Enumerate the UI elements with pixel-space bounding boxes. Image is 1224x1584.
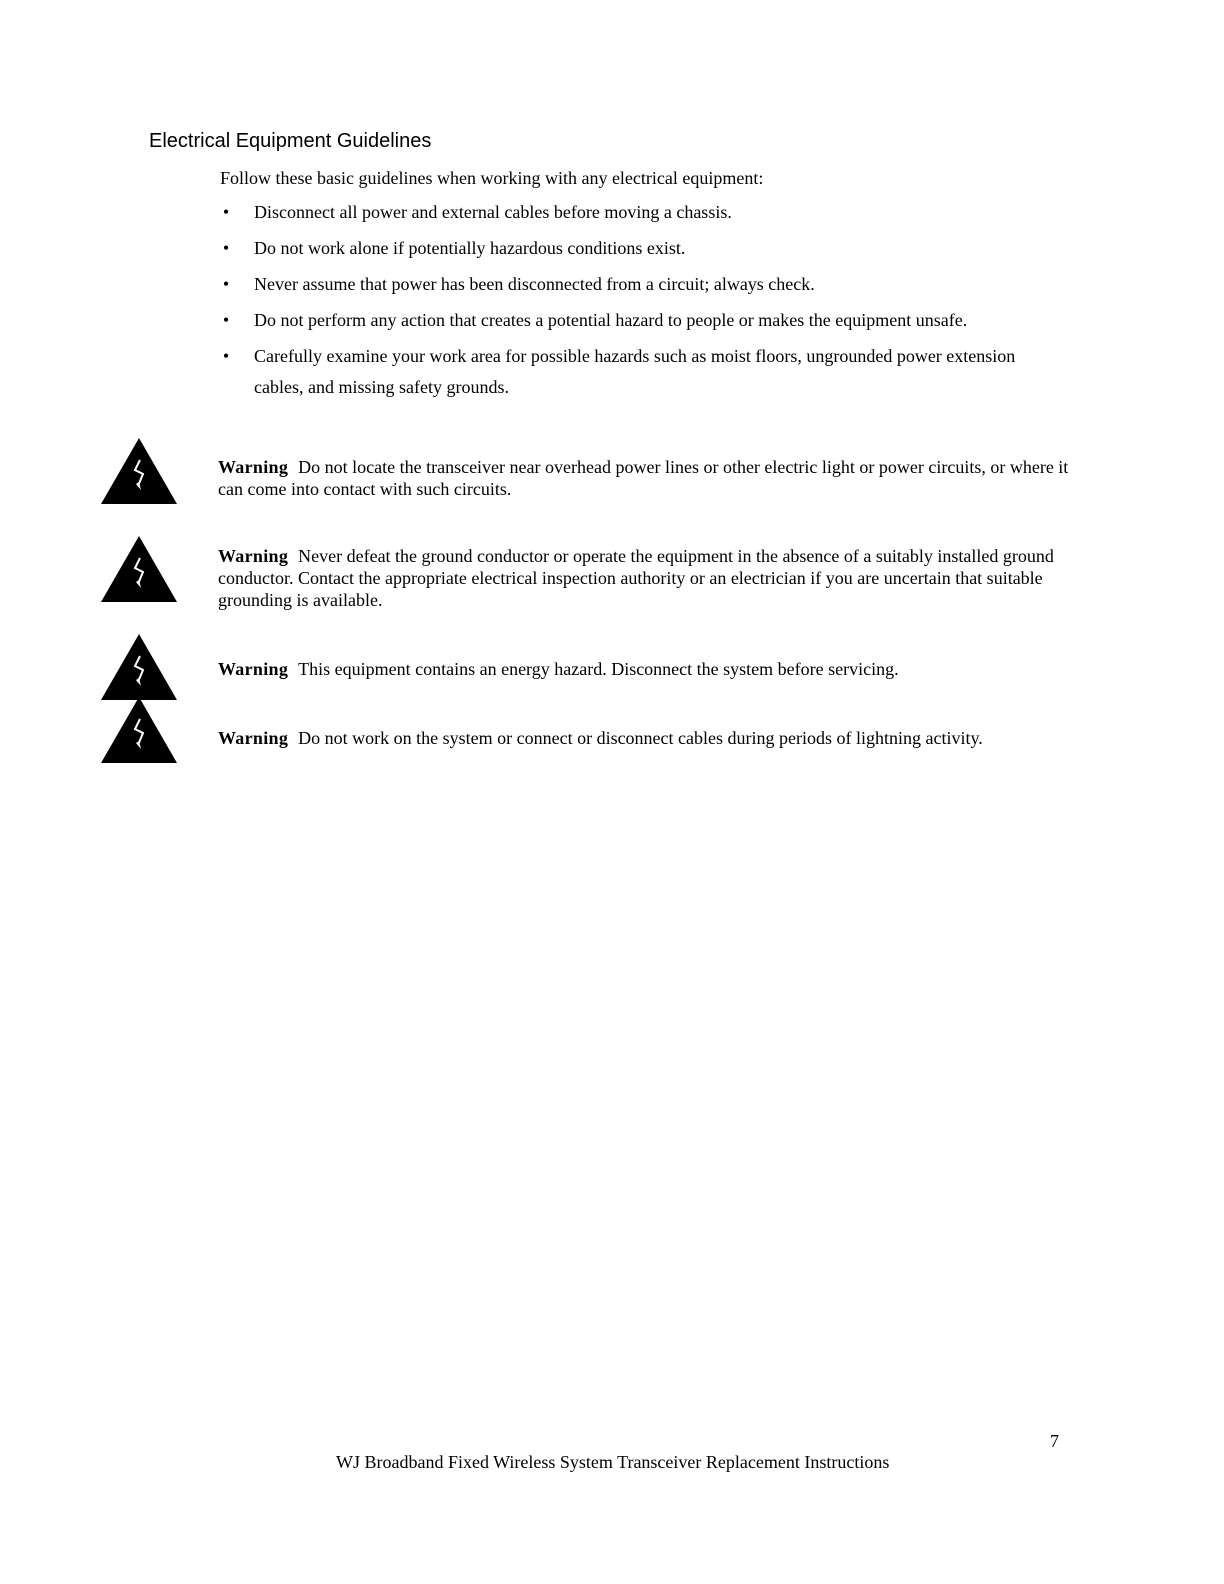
bullet-icon: • bbox=[222, 238, 230, 258]
electrical-hazard-icon bbox=[101, 634, 177, 700]
electrical-hazard-icon bbox=[101, 438, 177, 504]
warning-text: Never defeat the ground conductor or operate the equipment in the absence of a suitably installed ground conductor. Contact the appropriate electrical inspection authority or an electrician if you are uncertain that suitable grounding is available. bbox=[218, 546, 1054, 610]
warning-label: Warning bbox=[218, 546, 289, 566]
bullet-icon: • bbox=[222, 202, 230, 222]
intro-paragraph: Follow these basic guidelines when working with any electrical equipment: bbox=[220, 168, 764, 188]
warning-block bbox=[218, 545, 1078, 611]
warning-text: This equipment contains an energy hazard. Disconnect the system before servicing. bbox=[298, 659, 899, 679]
list-item-text: Carefully examine your work area for possible hazards such as moist floors, ungrounded power extension cables, and missing safety grounds. bbox=[254, 346, 1016, 397]
list-item bbox=[220, 272, 1120, 296]
electrical-hazard-icon bbox=[101, 697, 177, 763]
list-item-text: Do not work alone if potentially hazardous conditions exist. bbox=[254, 238, 686, 258]
warning-block bbox=[218, 727, 1078, 749]
electrical-hazard-icon bbox=[101, 536, 177, 602]
warning-text: Do not work on the system or connect or disconnect cables during periods of lightning activity. bbox=[298, 728, 983, 748]
warning-block bbox=[218, 456, 1078, 500]
list-item bbox=[220, 308, 1120, 332]
footer-title: WJ Broadband Fixed Wireless System Transceiver Replacement Instructions bbox=[336, 1452, 890, 1472]
bullet-icon: • bbox=[222, 346, 230, 366]
list-item bbox=[220, 200, 1120, 224]
section-heading: Electrical Equipment Guidelines bbox=[149, 130, 432, 152]
warning-label: Warning bbox=[218, 457, 289, 477]
list-item bbox=[220, 341, 1120, 403]
bullet-icon: • bbox=[222, 310, 230, 330]
list-item-text: Never assume that power has been disconnected from a circuit; always check. bbox=[254, 274, 815, 294]
warning-label: Warning bbox=[218, 728, 289, 748]
bullet-icon: • bbox=[222, 274, 230, 294]
warning-block bbox=[218, 658, 1078, 680]
list-item bbox=[220, 236, 1120, 260]
warning-label: Warning bbox=[218, 659, 289, 679]
list-item-text: Disconnect all power and external cables before moving a chassis. bbox=[254, 202, 732, 222]
page-number: 7 bbox=[1050, 1431, 1059, 1451]
list-item-text: Do not perform any action that creates a potential hazard to people or makes the equipment unsafe. bbox=[254, 310, 968, 330]
warning-text: Do not locate the transceiver near overhead power lines or other electric light or power circuits, or where it can come into contact with such circuits. bbox=[218, 457, 1069, 499]
guidelines-list bbox=[220, 200, 1120, 415]
